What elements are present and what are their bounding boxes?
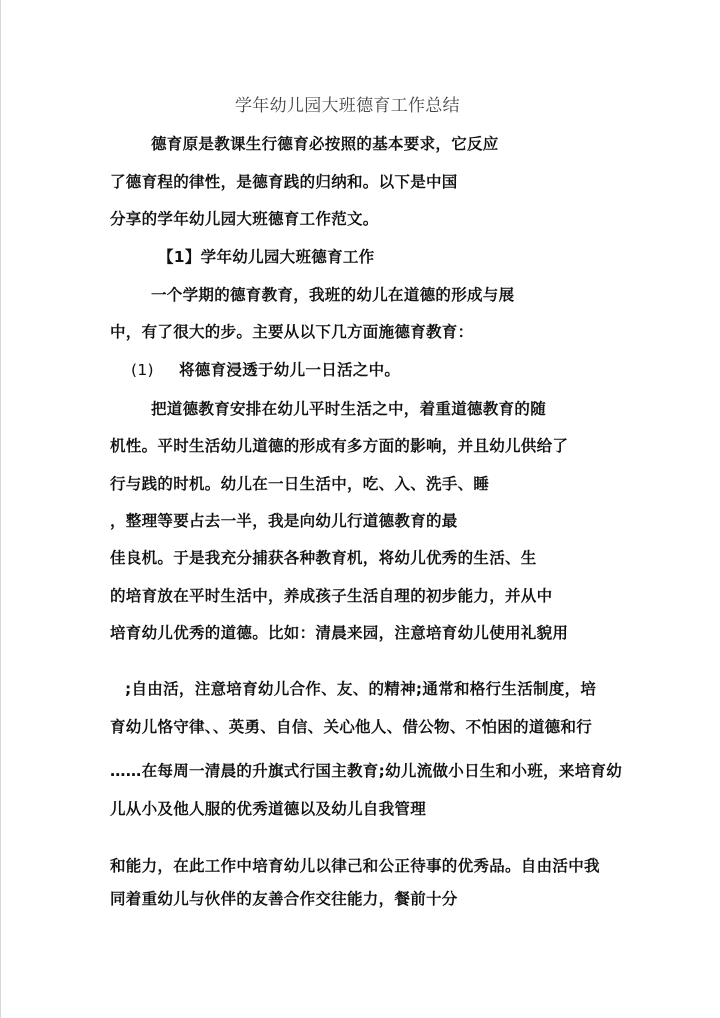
list-item-text: 将德育浸透于幼儿一日活之中。 (179, 361, 401, 379)
paragraph-line: 德育原是教课生行德育必按照的基本要求，它反应 (151, 135, 499, 153)
paragraph-line: ……在每周一清晨的升旗式行国主教育;幼儿流做小日生和小班，来培育幼 (110, 762, 623, 780)
paragraph-line: 育幼儿恪守律、、英勇、自信、关心他人、借公物、不怕困的道德和行 (110, 718, 593, 736)
paragraph-line: ，整理等要占去一半，我是向幼儿行道德教育的最 (110, 512, 458, 530)
paragraph-line: 儿从小及他人服的优秀道德以及幼儿自我管理 (110, 800, 427, 818)
document-title: 学年幼儿园大班德育工作总结 (235, 96, 460, 116)
paragraph-line: 把道德教育安排在幼儿平时生活之中，着重道德教育的随 (151, 400, 547, 418)
paragraph-line: ;自由活，注意培育幼儿合作、友、的精神;通常和格行生活制度，培 (125, 680, 597, 698)
list-number: (1) (131, 361, 154, 379)
paragraph-line: 佳良机。于是我充分捕获各种教育机，将幼儿优秀的生活、生 (110, 549, 537, 567)
paragraph-line: 了德育程的律性，是德育践的归纳和。以下是中国 (110, 173, 458, 191)
paragraph-line: 行与践的时机。幼儿在一日生活中，吃、入、洗手、睡 (110, 475, 490, 493)
paragraph-line: 培育幼儿优秀的道德。比如：清晨来园，注意培育幼儿使用礼貌用 (110, 624, 569, 642)
paragraph-line: 中，有了很大的步。主要从以下几方面施德育教育： (110, 323, 474, 341)
paragraph-line: 分享的学年幼儿园大班德育工作范文。 (110, 210, 379, 228)
paragraph-line: 同着重幼儿与伙伴的友善合作交往能力，餐前十分 (110, 890, 458, 908)
paragraph-line: 一个学期的德育教育，我班的幼儿在道德的形成与展 (151, 286, 515, 304)
paragraph-line: 机性。平时生活幼儿道德的形成有多方面的影响，并且幼儿供给了 (110, 437, 569, 455)
paragraph-line: 的培育放在平时生活中，养成孩子生活自理的初步能力，并从中 (110, 587, 553, 605)
paragraph-line: 和能力，在此工作中培育幼儿以律己和公正待事的优秀品。自由活中我 (110, 857, 600, 875)
section-heading: 【1】学年幼儿园大班德育工作 (158, 248, 375, 266)
